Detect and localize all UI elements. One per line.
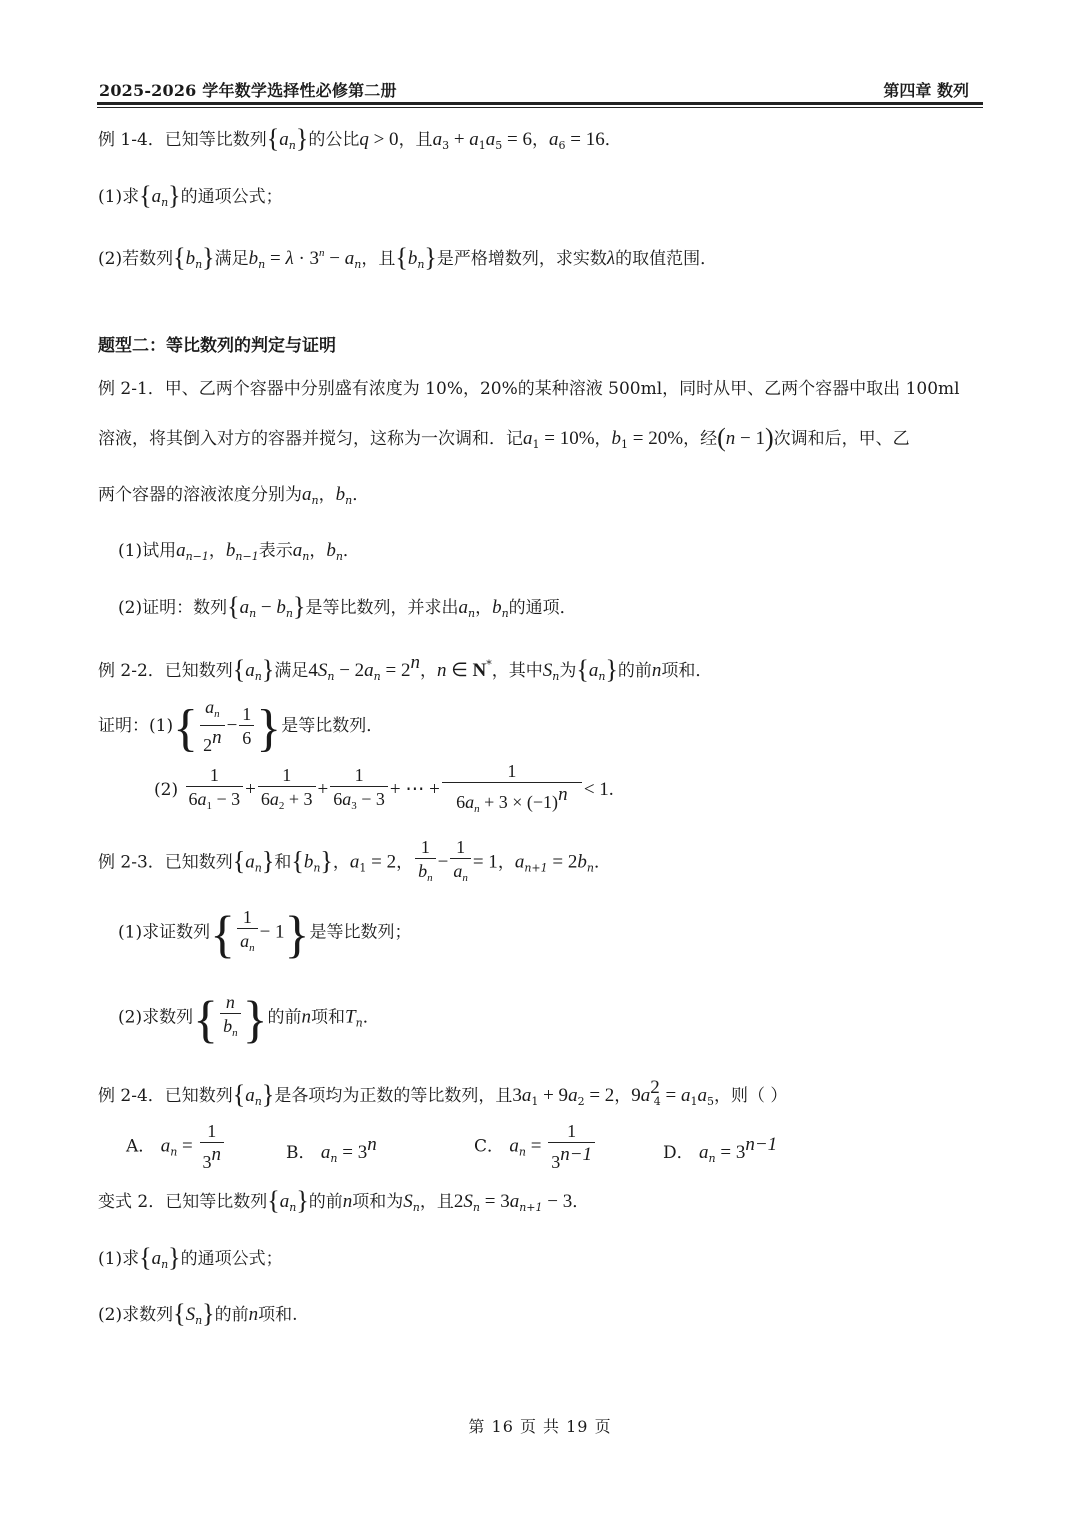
- variant-2-part-2: (2)求数列$\{S_n\}$的前n项和.: [98, 1299, 298, 1328]
- variant-2-statement: 变式 2．已知等比数列$\{a_n\}$的前n项和为$S_n$，且$2S_n = 3a_{n+1} - 3$．: [98, 1186, 590, 1215]
- example-1-4-statement: 例 1-4．已知等比数列$\{a_n\}$的公比q > 0，且$a_3 + a_1a_5 = 6$，$a_6 = 16$．: [98, 124, 622, 153]
- example-2-4-statement: 例 2-4．已知数列$\{a_n\}$是各项均为正数的等比数列，且$3a_1 + 9a_2 = 2$，$9a^2_4 = a_1a_5$，则（ ）: [98, 1077, 788, 1109]
- choice-d[interactable]: D． $a_n = 3^{n-1}$: [663, 1134, 778, 1165]
- example-2-1-part-2: (2)证明：数列$\{a_n - b_n\}$是等比数列，并求出$a_n$，$b_n$的通项．: [118, 592, 577, 621]
- example-2-1-line-3: 两个容器的溶液浓度分别为$a_n$，$b_n$．: [98, 484, 370, 507]
- section-heading: 题型二：等比数列的判定与证明: [98, 336, 336, 356]
- example-2-3-statement: 例 2-3．已知数列$\{a_n\}$和$\{b_n\}$，$a_1 = 2$， $\frac{1}{b_n}$ − $\frac{1}{a_n}$ = 1，$a_{n+1} = 2b_n$．: [98, 837, 611, 884]
- example-2-3-part-2: (2)求数列{ $\frac{n}{b_n}$ }的前n项和$T_n$．: [118, 991, 380, 1049]
- variant-2-part-1: (1)求$\{a_n\}$的通项公式；: [98, 1243, 283, 1272]
- example-2-2-proof-2: (2) $\frac{1}{6a_1 - 3}$ + $\frac{1}{6a_2 + 3}$ + $\frac{1}{6a_3 - 3}$ + ⋯ + $\frac{1}{6a_n + 3 \times (-1)^n}$ < 1.: [154, 761, 614, 815]
- content: [98, 0, 988, 1527]
- choice-a[interactable]: A． $a_n$ = $\frac{1}{3^n}$: [126, 1120, 226, 1178]
- example-1-4-part-1: (1)求$\{a_n\}$的通项公式；: [98, 181, 283, 210]
- choice-b[interactable]: B． $a_n = 3^n$: [286, 1134, 377, 1165]
- example-2-1-line-1: 例 2-1．甲、乙两个容器中分别盛有浓度为 10%，20%的某种溶液 500ml，同时从甲、乙两个容器中取出 100ml: [98, 379, 960, 399]
- header-right-title: 第四章 数列: [883, 81, 969, 100]
- example-1-4-part-2: (2)若数列$\{b_n\}$满足$b_n = \lambda \cdot 3^n - a_n$，且$\{b_n\}$是严格增数列，求实数λ的取值范围．: [98, 243, 718, 272]
- header-left-title: 2025-2026 学年数学选择性必修第二册: [99, 81, 397, 100]
- example-2-3-part-1: (1)求证数列{ $\frac{1}{a_n}$ − 1}是等比数列；: [118, 906, 412, 964]
- example-2-2-proof-1: 证明：(1){ $\frac{a_n}{2^n}$ − $\frac{1}{6}$ }是等比数列．: [98, 697, 384, 757]
- example-2-1-line-2: 溶液，将其倒入对方的容器并搅匀，这称为一次调和．记$a_1 = 10\%$，$b_1 = 20\%$，经(n − 1)次调和后，甲、乙: [98, 423, 910, 452]
- choice-c[interactable]: C． $a_n$ = $\frac{1}{3^{n-1}}$: [474, 1120, 597, 1178]
- example-2-1-part-1: (1)试用$a_{n-1}$，$b_{n-1}$表示$a_n$，$b_n$．: [118, 540, 360, 563]
- example-2-2-statement: 例 2-2．已知数列$\{a_n\}$满足$4S_n - 2a_n = 2^n$，n ∈ N*，其中$S_n$为$\{a_n\}$的前n项和．: [98, 652, 713, 684]
- page-footer: 第 16 页 共 19 页: [468, 1417, 612, 1436]
